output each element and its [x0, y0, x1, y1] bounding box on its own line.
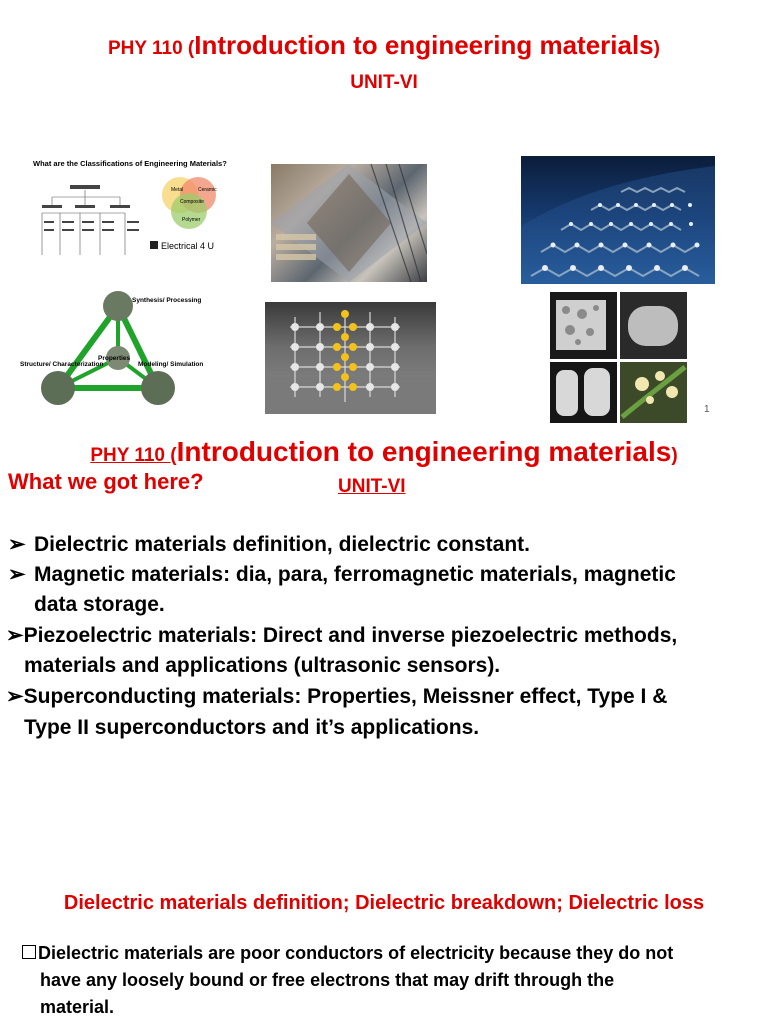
bullet-arrow-icon: ➢: [8, 563, 26, 586]
triangle-right-label: Modeling/ Simulation: [138, 361, 204, 368]
slide3-line1: Dielectric materials are poor conductors of electricity because they do not: [38, 943, 674, 963]
bullet-text: Piezoelectric materials: Direct and inverse piezoelectric methods,: [23, 624, 678, 647]
slide2-course-title: Introduction to engineering materials: [176, 436, 672, 467]
bullet-arrow-icon: ➢: [8, 533, 26, 556]
slide2-subtitle: What we got here?: [8, 469, 204, 494]
bullet-text: Dielectric materials definition, dielectric constant.: [34, 533, 530, 556]
slide2-course-close: ): [671, 445, 678, 466]
slide2-unit: UNIT-VI: [338, 476, 406, 497]
metals-collage-image: [271, 164, 427, 282]
slide2-title: [0, 436, 768, 468]
slide3-line2: have any loosely bound or free electrons that may drift through the: [40, 970, 615, 990]
checkbox-square-icon: [22, 945, 36, 959]
triangle-left-label: Structure/ Characterization: [20, 361, 104, 368]
crystal-model-image: [265, 302, 436, 414]
slide1-title: [0, 30, 768, 61]
bullet-text: Superconducting materials: Properties, Meissner effect, Type I &: [23, 685, 668, 708]
classification-chart-image: [30, 155, 250, 263]
slide1-course-code: PHY 110 (: [108, 38, 195, 59]
triangle-center-label: Properties: [98, 355, 131, 362]
slide3-paragraph: [22, 940, 742, 1021]
venn-composite: Composite: [180, 199, 204, 205]
bullet-piezoelectric: [6, 621, 677, 651]
venn-ceramic: Ceramic: [198, 187, 217, 193]
slide2-course-code: PHY 110 (: [90, 445, 177, 466]
classification-brand: Electrical 4 U: [161, 241, 215, 251]
bullet-arrow-icon: ➢: [6, 624, 24, 647]
venn-polymer: Polymer: [182, 217, 201, 223]
slide1-page-number: 1: [704, 404, 710, 415]
venn-metal: Metal: [171, 187, 184, 193]
microscopy-collage-image: [550, 292, 687, 423]
graphene-lattice-image: [521, 156, 715, 284]
slide1-unit: UNIT-VI: [350, 72, 418, 93]
bullet-arrow-icon: ➢: [6, 685, 24, 708]
materials-triangle-image: [18, 288, 204, 413]
slide3-title: Dielectric materials definition; Dielectric breakdown; Dielectric loss: [63, 892, 705, 914]
bullet-piezoelectric-continuation: materials and applications (ultrasonic sensors).: [24, 654, 501, 677]
bullet-magnetic: [8, 560, 676, 590]
bullet-superconducting-continuation: Type II superconductors and it’s applications.: [24, 716, 480, 739]
bullet-superconducting: [6, 682, 667, 712]
bullet-dielectric: [8, 530, 530, 560]
slide3-line3: material.: [40, 997, 115, 1017]
slide1-course-close: ): [653, 38, 660, 59]
classification-title: What are the Classifications of Engineering Materials?: [33, 159, 227, 168]
bullet-text: Magnetic materials: dia, para, ferromagnetic materials, magnetic: [34, 563, 676, 586]
triangle-top-label: Synthesis/ Processing: [132, 297, 202, 304]
slide1-course-title: Introduction to engineering materials: [194, 30, 654, 60]
bullet-magnetic-continuation: data storage.: [34, 593, 165, 616]
